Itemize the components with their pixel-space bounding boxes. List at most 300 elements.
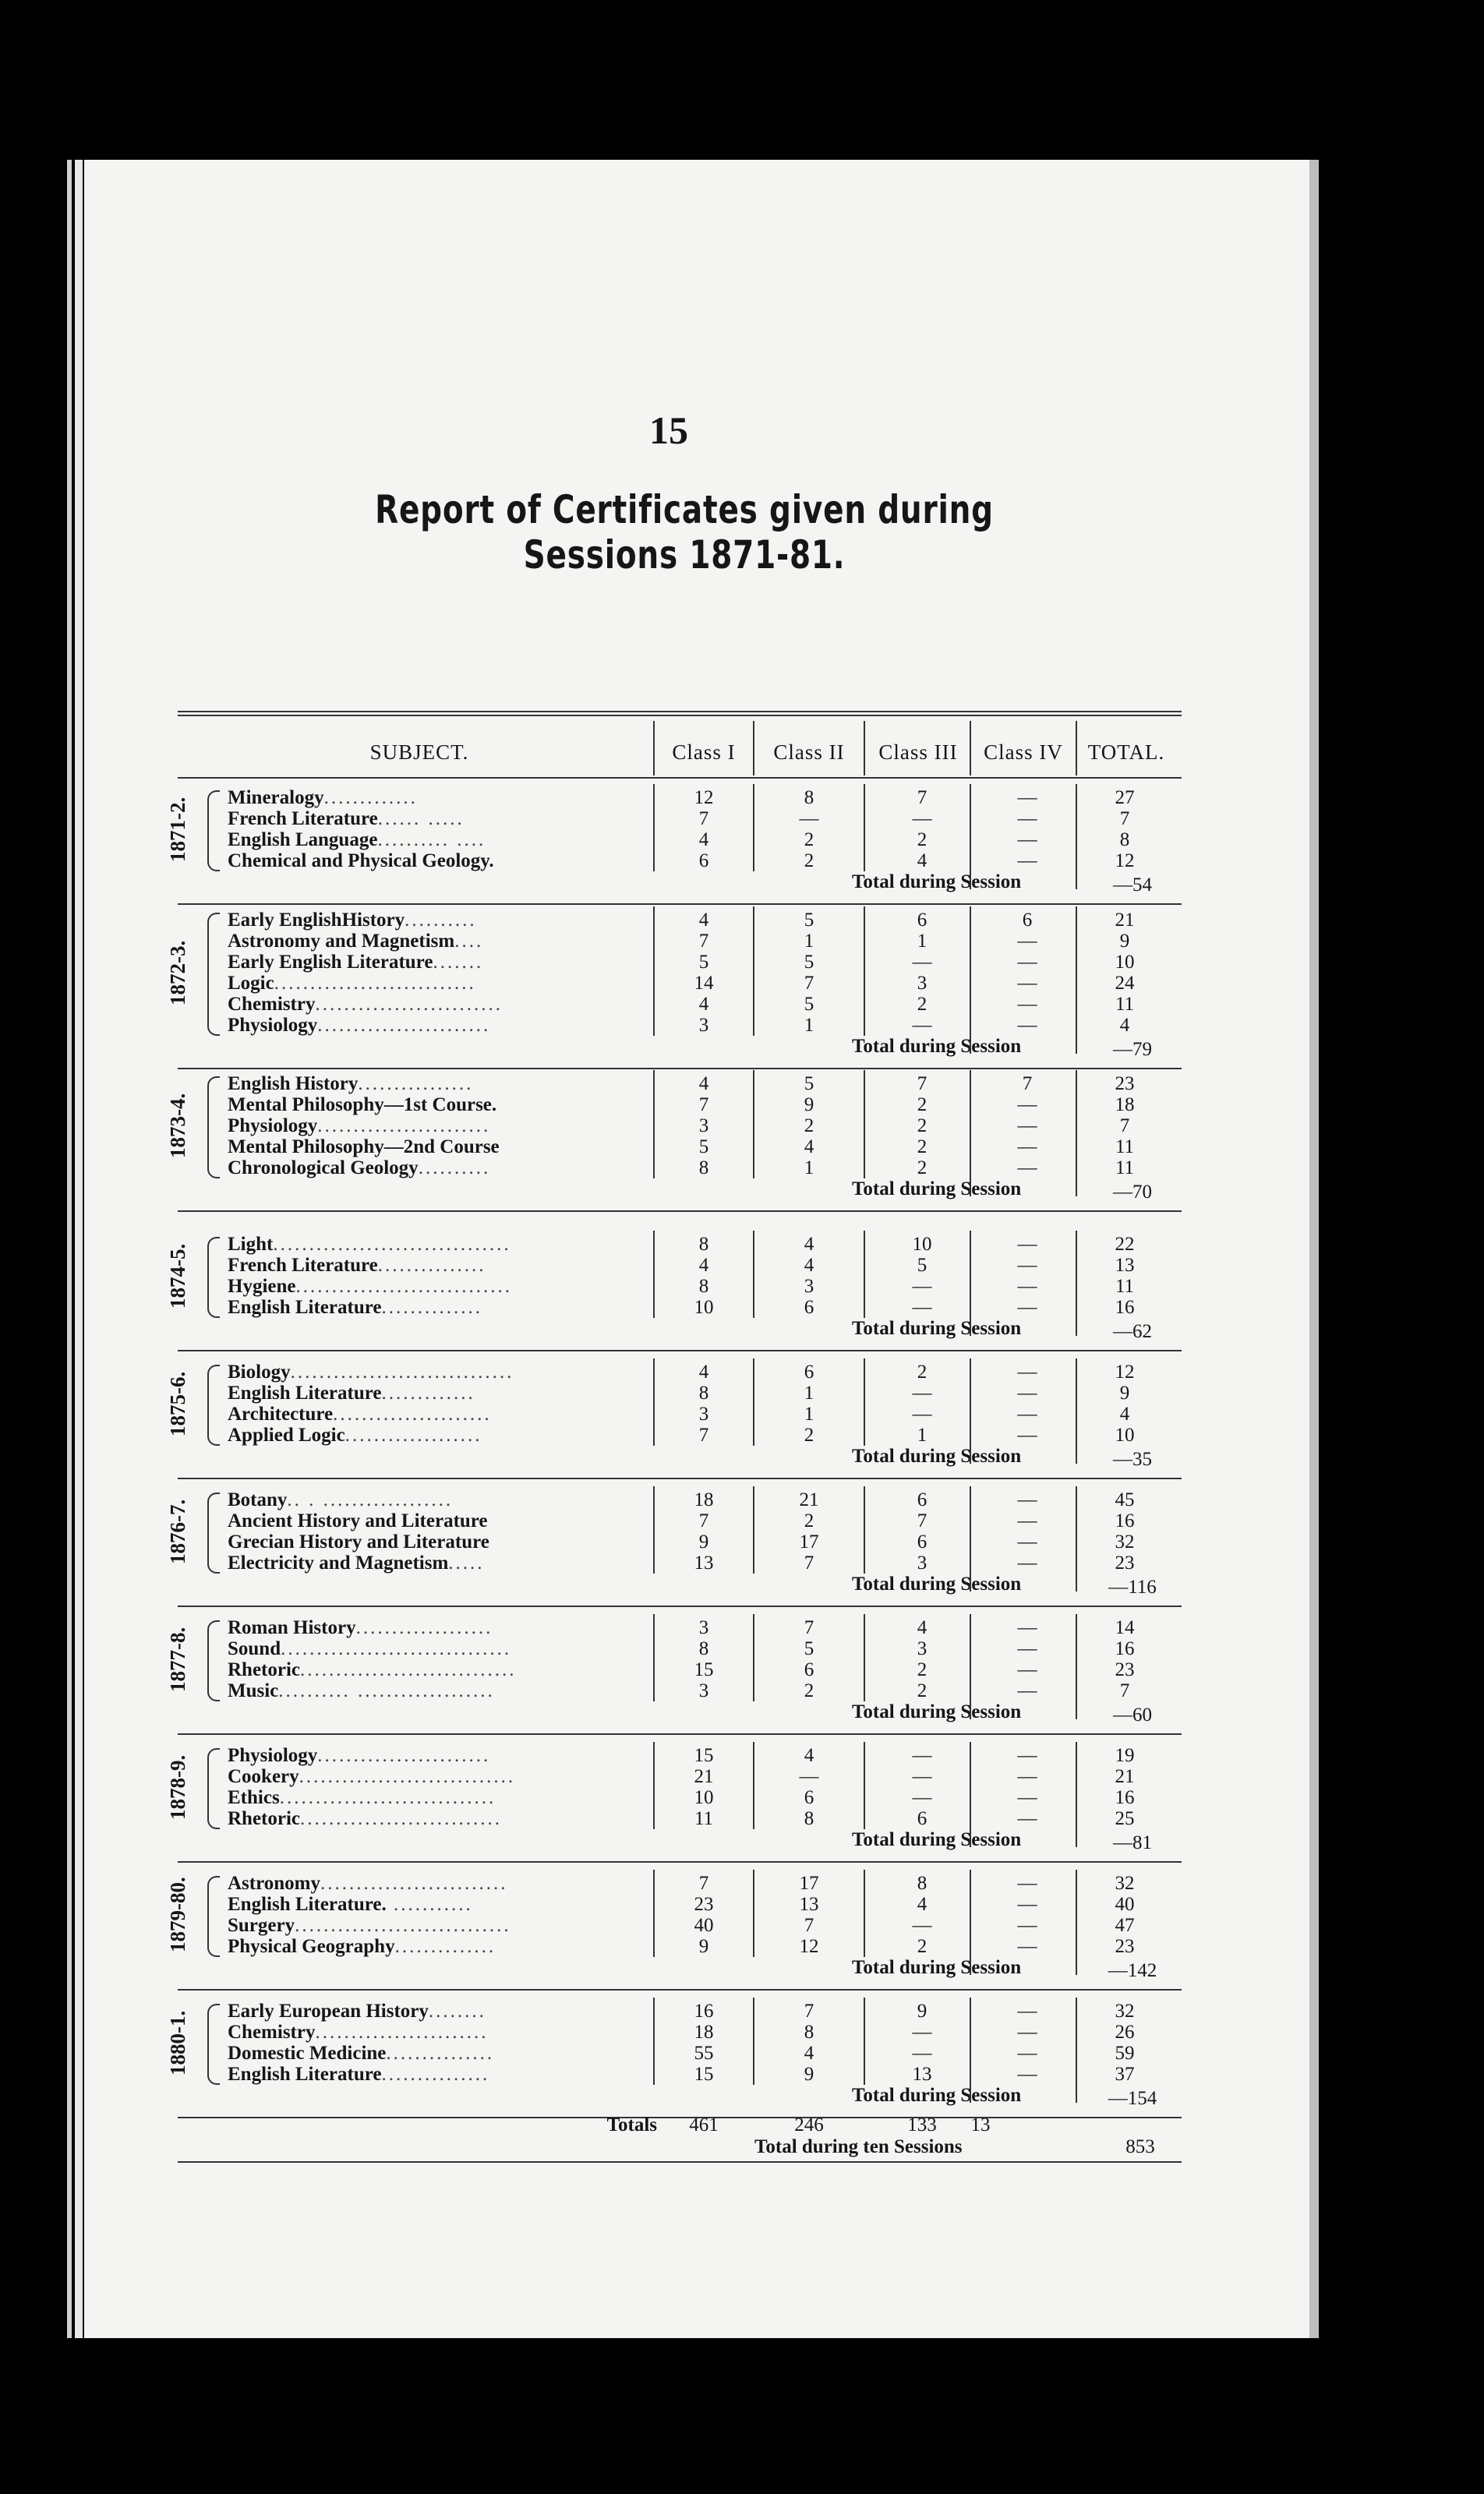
total-cell: 25: [1115, 1808, 1135, 1829]
totals-class3: 133: [907, 2114, 937, 2135]
table-row: [84, 829, 1319, 850]
class3-cell: 3: [917, 1553, 928, 1574]
total-cell: 13: [1115, 1255, 1135, 1276]
subject-name: Architecture: [228, 1404, 334, 1425]
class3-cell: 2: [917, 829, 928, 850]
class4-cell: —: [1017, 2001, 1037, 2022]
class4-cell: —: [1017, 1659, 1037, 1680]
column-divider: [1076, 1358, 1077, 1464]
subject-cell: [228, 1510, 652, 1531]
class1-cell: 4: [698, 829, 709, 850]
subject-name: Physiology: [228, 1115, 318, 1136]
class3-cell: 10: [912, 1234, 932, 1255]
class4-cell: —: [1017, 1936, 1037, 1957]
class2-cell: 5: [804, 994, 814, 1015]
total-cell: 7: [1119, 1680, 1130, 1701]
class3-cell: —: [912, 1276, 932, 1297]
column-divider: [753, 1231, 754, 1318]
total-cell: 14: [1115, 1617, 1135, 1638]
class1-cell: 4: [698, 910, 709, 931]
subject-cell: [228, 1094, 652, 1115]
class4-cell: —: [1017, 1638, 1037, 1659]
class1-cell: 7: [698, 1425, 709, 1446]
class1-cell: 12: [694, 787, 714, 808]
class1-cell: 7: [698, 1873, 709, 1894]
class2-cell: 2: [804, 850, 814, 871]
header-subject: SUBJECT.: [369, 740, 469, 764]
class3-cell: 6: [917, 1531, 928, 1553]
leader-dots: ........................: [317, 1745, 491, 1766]
column-divider: [653, 1870, 655, 1957]
subject-cell: [228, 1136, 652, 1157]
leader-dots: ..............................: [279, 1787, 496, 1808]
subject-name: Chronological Geology: [228, 1157, 419, 1178]
table-row: [84, 808, 1319, 829]
total-cell: 10: [1115, 952, 1135, 973]
class3-cell: 6: [917, 910, 928, 931]
subject-cell: [228, 1680, 652, 1701]
leader-dots: ........................: [317, 1115, 491, 1136]
session-total-value: —142: [1108, 1960, 1157, 1981]
session-total-label: Total during Session: [852, 871, 1022, 892]
column-divider: [864, 1231, 865, 1318]
class3-cell: —: [912, 1787, 932, 1808]
totals-class1: 461: [689, 2114, 719, 2135]
class3-cell: 5: [917, 1255, 928, 1276]
top-rule: [178, 715, 1182, 716]
total-cell: 9: [1119, 931, 1130, 952]
table-row: [84, 1936, 1319, 1957]
column-divider: [753, 1358, 754, 1446]
total-cell: 16: [1115, 1297, 1135, 1318]
session-year: 1878-9.: [166, 1754, 189, 1820]
leader-dots: ...................: [355, 1617, 493, 1638]
column-divider: [1076, 784, 1077, 889]
total-cell: 24: [1115, 973, 1135, 994]
class4-cell: —: [1017, 994, 1037, 1015]
column-divider: [653, 1486, 655, 1574]
leader-dots: ........................: [315, 2022, 489, 2043]
header-class3: Class III: [878, 740, 958, 764]
class3-cell: 6: [917, 1808, 928, 1829]
session-total-value: —81: [1113, 1832, 1152, 1853]
subject-name: Applied Logic: [228, 1425, 345, 1446]
column-divider: [653, 1742, 655, 1829]
class2-cell: 21: [799, 1489, 819, 1510]
session-year: 1874-5.: [166, 1243, 189, 1309]
subject-name: Mineralogy: [228, 787, 324, 808]
page-number: 15: [649, 408, 688, 452]
class1-cell: 7: [698, 931, 709, 952]
report-title: Report of Certificates given during Sessions 1871-81.: [375, 487, 994, 578]
subject-cell: [228, 1766, 652, 1787]
total-cell: 23: [1115, 1553, 1135, 1574]
subject-cell: [228, 1808, 652, 1829]
class2-cell: 4: [804, 2043, 814, 2064]
session-total-value: —70: [1113, 1182, 1152, 1203]
class2-cell: 7: [804, 1553, 814, 1574]
class3-cell: —: [912, 952, 932, 973]
table-row: [84, 931, 1319, 952]
session-total-value: —35: [1113, 1449, 1152, 1470]
total-cell: 23: [1115, 1073, 1135, 1094]
class1-cell: 3: [698, 1680, 709, 1701]
subject-name: Roman History: [228, 1617, 356, 1638]
total-cell: 11: [1115, 1136, 1135, 1157]
table-row: [84, 1766, 1319, 1787]
session-year: 1875-6.: [166, 1371, 189, 1436]
total-cell: 21: [1115, 910, 1135, 931]
subject-cell: [228, 850, 652, 871]
leader-dots: ..............................: [295, 1915, 511, 1936]
subject-cell: [228, 1115, 652, 1136]
class3-cell: 1: [917, 931, 928, 952]
class3-cell: 1: [917, 1425, 928, 1446]
subject-cell: [228, 829, 652, 850]
session-total-label: Total during Session: [852, 2085, 1022, 2106]
class4-cell: —: [1017, 850, 1037, 871]
class3-cell: —: [912, 1404, 932, 1425]
class1-cell: 9: [698, 1936, 709, 1957]
subject-name: Chemistry: [228, 994, 316, 1015]
session-total-label: Total during Session: [852, 1574, 1022, 1595]
class2-cell: 8: [804, 1808, 814, 1829]
column-divider: [864, 1614, 865, 1701]
session-year: 1872-3.: [166, 940, 189, 1005]
subject-name: Rhetoric: [228, 1808, 301, 1829]
column-divider: [970, 1870, 971, 1975]
scan-edge: [75, 160, 83, 2338]
column-divider: [864, 1742, 865, 1829]
subject-name: French Literature: [228, 1255, 378, 1276]
class1-cell: 18: [694, 1489, 714, 1510]
session-total-label: Total during Session: [852, 1446, 1022, 1467]
table-row: [84, 1617, 1319, 1638]
class3-cell: 2: [917, 994, 928, 1015]
totals-class4: 13: [970, 2114, 991, 2135]
session-total-label: Total during Session: [852, 1036, 1022, 1057]
subject-cell: [228, 1638, 652, 1659]
total-cell: 16: [1115, 1638, 1135, 1659]
class2-cell: 1: [804, 1015, 814, 1036]
table-row: [84, 1255, 1319, 1276]
subject-name: Hygiene: [228, 1276, 296, 1297]
table-row: [84, 994, 1319, 1015]
class3-cell: 2: [917, 1115, 928, 1136]
header-divider: [653, 721, 655, 775]
leader-dots: ...........: [386, 1894, 473, 1915]
session-total-value: —79: [1113, 1039, 1152, 1060]
class1-cell: 13: [694, 1553, 714, 1574]
table-row: [84, 1745, 1319, 1766]
class2-cell: 9: [804, 1094, 814, 1115]
class1-cell: 5: [698, 952, 709, 973]
table-row: [84, 1297, 1319, 1318]
total-cell: 18: [1115, 1094, 1135, 1115]
column-divider: [864, 1070, 865, 1178]
class2-cell: 8: [804, 2022, 814, 2043]
leader-dots: ..........................: [315, 994, 503, 1015]
session-year: 1879-80.: [166, 1877, 189, 1953]
subject-cell: [228, 2043, 652, 2064]
table-row: [84, 1234, 1319, 1255]
class1-cell: 4: [698, 1073, 709, 1094]
session-total-label: Total during Session: [852, 1178, 1022, 1199]
subject-name: Light: [228, 1234, 274, 1255]
session-total-value: —116: [1108, 1577, 1157, 1598]
subject-name: Logic: [228, 973, 274, 994]
class1-cell: 21: [694, 1766, 714, 1787]
class4-cell: —: [1017, 787, 1037, 808]
subject-cell: [228, 1894, 652, 1915]
class1-cell: 5: [698, 1136, 709, 1157]
table-row: [84, 1787, 1319, 1808]
class3-cell: —: [912, 1383, 932, 1404]
leader-dots: .......: [433, 952, 484, 973]
header-class4: Class IV: [984, 740, 1063, 764]
class3-cell: 4: [917, 1894, 928, 1915]
class1-cell: 10: [694, 1787, 714, 1808]
total-cell: 16: [1115, 1510, 1135, 1531]
class1-cell: 55: [694, 2043, 714, 2064]
class2-cell: 9: [804, 2064, 814, 2085]
table-row: [84, 1073, 1319, 1094]
column-divider: [653, 1231, 655, 1318]
table-row: [84, 1489, 1319, 1510]
totals-label: Totals: [606, 2114, 657, 2135]
session-rule: [178, 1068, 1182, 1069]
class3-cell: 2: [917, 1157, 928, 1178]
total-cell: 11: [1115, 1157, 1135, 1178]
subject-name: Domestic Medicine: [228, 2043, 387, 2064]
total-cell: 32: [1115, 1873, 1135, 1894]
session-rule: [178, 1350, 1182, 1351]
leader-dots: .......... ...................: [278, 1680, 495, 1701]
leader-dots: ..........................: [320, 1873, 508, 1894]
column-divider: [1076, 1070, 1077, 1196]
class2-cell: 6: [804, 1297, 814, 1318]
total-cell: 47: [1115, 1915, 1135, 1936]
column-divider: [1076, 1870, 1077, 1975]
column-divider: [753, 1998, 754, 2085]
column-divider: [1076, 1231, 1077, 1336]
class4-cell: 6: [1022, 910, 1033, 931]
column-divider: [653, 1358, 655, 1446]
total-cell: 12: [1115, 850, 1135, 871]
class2-cell: 5: [804, 910, 814, 931]
leader-dots: ........................: [317, 1015, 491, 1036]
subject-name: Early EnglishHistory: [228, 910, 405, 931]
subject-cell: [228, 973, 652, 994]
column-divider: [864, 784, 865, 871]
table-row: [84, 2022, 1319, 2043]
column-divider: [970, 1486, 971, 1591]
class1-cell: 4: [698, 1255, 709, 1276]
session-rule: [178, 1210, 1182, 1212]
class2-cell: 4: [804, 1745, 814, 1766]
subject-cell: [228, 1425, 652, 1446]
column-divider: [864, 906, 865, 1036]
subject-name: Physiology: [228, 1745, 318, 1766]
subject-name: Chemistry: [228, 2022, 316, 2043]
table-row: [84, 1808, 1319, 1829]
class2-cell: 6: [804, 1362, 814, 1383]
subject-cell: [228, 931, 652, 952]
class2-cell: 2: [804, 1425, 814, 1446]
class4-cell: —: [1017, 1808, 1037, 1829]
subject-name: Rhetoric: [228, 1659, 301, 1680]
total-cell: 7: [1119, 808, 1130, 829]
grand-total-value: 853: [1125, 2136, 1155, 2157]
table-row: [84, 2064, 1319, 2085]
subject-name: Mental Philosophy—1st Course.: [228, 1094, 497, 1115]
class3-cell: 8: [917, 1873, 928, 1894]
class1-cell: 8: [698, 1276, 709, 1297]
subject-name: Mental Philosophy—2nd Course: [228, 1136, 500, 1157]
class2-cell: 2: [804, 1115, 814, 1136]
class1-cell: 8: [698, 1234, 709, 1255]
subject-cell: [228, 1276, 652, 1297]
header-class2: Class II: [773, 740, 845, 764]
class3-cell: —: [912, 1766, 932, 1787]
leader-dots: ............................: [274, 973, 476, 994]
class4-cell: —: [1017, 1489, 1037, 1510]
header-total: TOTAL.: [1087, 740, 1165, 764]
class3-cell: 2: [917, 1094, 928, 1115]
table-row: [84, 1915, 1319, 1936]
class2-cell: 7: [804, 1915, 814, 1936]
class2-cell: 6: [804, 1787, 814, 1808]
table-row: [84, 787, 1319, 808]
column-divider: [864, 1358, 865, 1446]
subject-cell: [228, 952, 652, 973]
column-divider: [753, 1742, 754, 1829]
class2-cell: 7: [804, 973, 814, 994]
leader-dots: ..........: [405, 910, 477, 931]
total-cell: 37: [1115, 2064, 1135, 2085]
leader-dots: .. . ..................: [287, 1489, 454, 1510]
leader-dots: ..............................: [295, 1276, 512, 1297]
column-divider: [753, 1070, 754, 1178]
class2-cell: 7: [804, 2001, 814, 2022]
subject-cell: [228, 1489, 652, 1510]
total-cell: 7: [1119, 1115, 1130, 1136]
column-divider: [970, 1358, 971, 1464]
class4-cell: —: [1017, 1425, 1037, 1446]
total-cell: 32: [1115, 2001, 1135, 2022]
column-divider: [1076, 1742, 1077, 1847]
subject-cell: [228, 1531, 652, 1553]
class2-cell: 8: [804, 787, 814, 808]
total-cell: 11: [1115, 994, 1135, 1015]
class2-cell: 7: [804, 1617, 814, 1638]
class4-cell: —: [1017, 952, 1037, 973]
class1-cell: 18: [694, 2022, 714, 2043]
subject-cell: [228, 808, 652, 829]
column-divider: [653, 784, 655, 871]
header-divider: [970, 721, 971, 775]
subject-cell: [228, 1255, 652, 1276]
subject-name: English Literature: [228, 1297, 382, 1318]
leader-dots: ...............: [386, 2043, 495, 2064]
class1-cell: 3: [698, 1015, 709, 1036]
column-divider: [753, 1870, 754, 1957]
session-year: 1876-7.: [166, 1499, 189, 1564]
class4-cell: —: [1017, 2064, 1037, 2085]
class4-cell: —: [1017, 1915, 1037, 1936]
total-cell: 4: [1119, 1015, 1130, 1036]
class2-cell: 1: [804, 1383, 814, 1404]
subject-cell: [228, 1015, 652, 1036]
table-row: [84, 1553, 1319, 1574]
header-divider: [864, 721, 865, 775]
class4-cell: —: [1017, 1276, 1037, 1297]
class1-cell: 6: [698, 850, 709, 871]
total-cell: 10: [1115, 1425, 1135, 1446]
table-row: [84, 1115, 1319, 1136]
subject-name: Ethics: [228, 1787, 280, 1808]
column-divider: [653, 1070, 655, 1178]
session-year: 1880-1.: [166, 2010, 189, 2075]
subject-name: Chemical and Physical Geology.: [228, 850, 494, 871]
class1-cell: 8: [698, 1638, 709, 1659]
class3-cell: 3: [917, 1638, 928, 1659]
column-divider: [970, 906, 971, 1054]
table-row: [84, 1531, 1319, 1553]
subject-name: English Literature.: [228, 1894, 387, 1915]
leader-dots: ...................: [344, 1425, 482, 1446]
class1-cell: 7: [698, 1094, 709, 1115]
subject-cell: [228, 1073, 652, 1094]
subject-name: Surgery: [228, 1915, 295, 1936]
subject-name: Early European History: [228, 2001, 429, 2022]
session-total-value: —60: [1113, 1704, 1152, 1726]
table-row: [84, 1157, 1319, 1178]
total-cell: 22: [1115, 1234, 1135, 1255]
class2-cell: 5: [804, 952, 814, 973]
class2-cell: 13: [799, 1894, 819, 1915]
session-total-value: —62: [1113, 1321, 1152, 1342]
subject-cell: [228, 1787, 652, 1808]
column-divider: [753, 1614, 754, 1701]
leader-dots: ......................: [333, 1404, 492, 1425]
subject-name: Sound: [228, 1638, 281, 1659]
session-rule: [178, 1989, 1182, 1991]
column-divider: [1076, 906, 1077, 1054]
class3-cell: —: [912, 2022, 932, 2043]
table-row: [84, 952, 1319, 973]
class3-cell: 6: [917, 1489, 928, 1510]
column-divider: [753, 784, 754, 871]
class3-cell: —: [912, 1745, 932, 1766]
column-divider: [864, 1998, 865, 2085]
class3-cell: 2: [917, 1362, 928, 1383]
class2-cell: 17: [799, 1531, 819, 1553]
class4-cell: —: [1017, 1745, 1037, 1766]
table-row: [84, 1873, 1319, 1894]
class2-cell: 3: [804, 1276, 814, 1297]
subject-cell: [228, 2001, 652, 2022]
table-row: [84, 1276, 1319, 1297]
class3-cell: 3: [917, 973, 928, 994]
totals-class2: 246: [794, 2114, 824, 2135]
total-cell: 23: [1115, 1936, 1135, 1957]
class3-cell: 2: [917, 1936, 928, 1957]
class4-cell: —: [1017, 808, 1037, 829]
column-divider: [653, 906, 655, 1036]
total-cell: 40: [1115, 1894, 1135, 1915]
subject-cell: [228, 994, 652, 1015]
